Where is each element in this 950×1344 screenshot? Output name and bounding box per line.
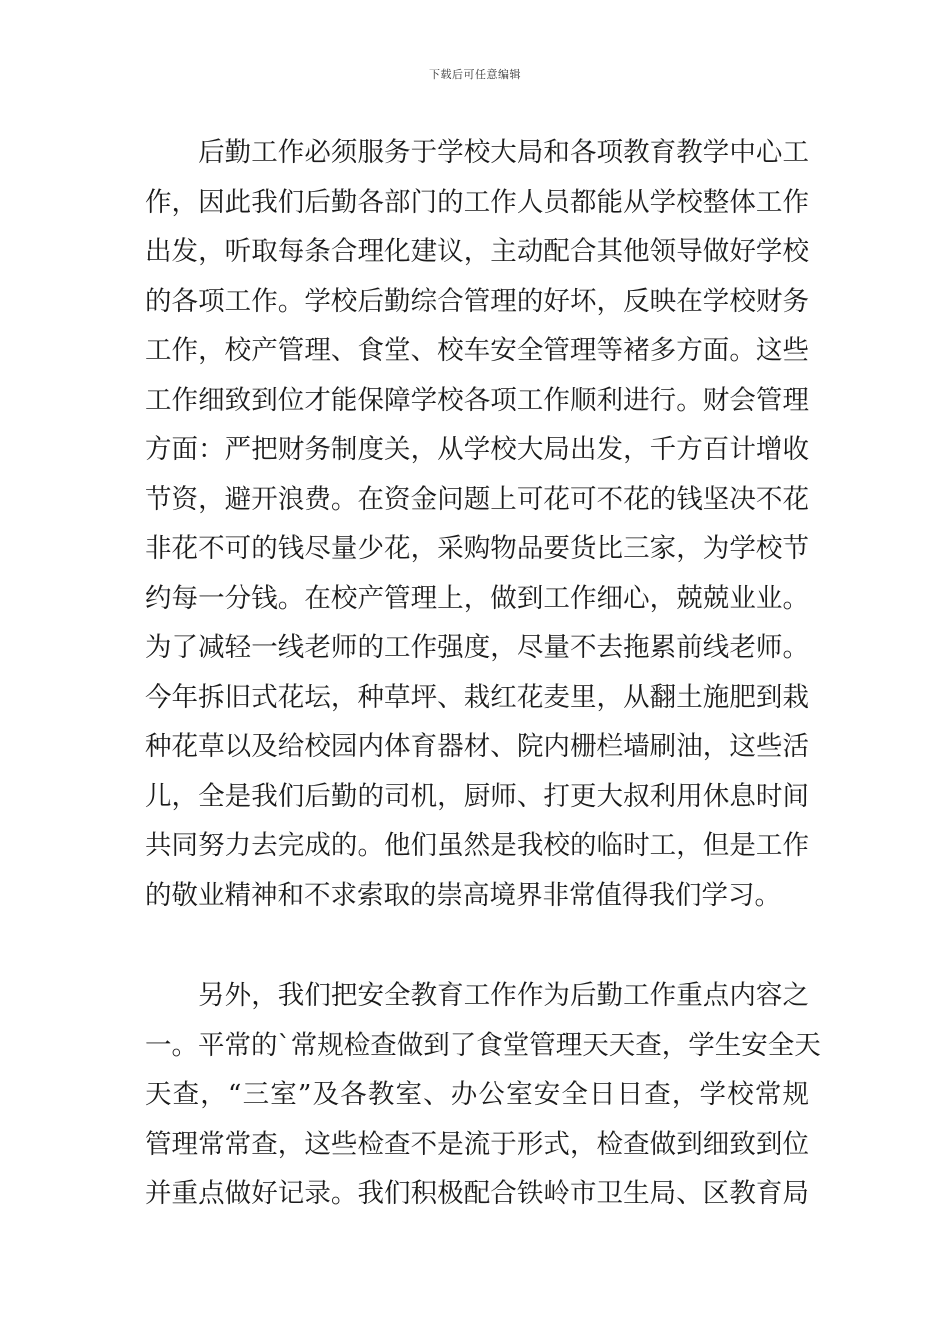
text-line: 的各项工作。学校后勤综合管理的好坏，反映在学校财务 <box>145 285 809 317</box>
text-line: 工作细致到位才能保障学校各项工作顺利进行。财会管理 <box>145 384 809 416</box>
text-line: 作，因此我们后勤各部门的工作人员都能从学校整体工作 <box>145 186 809 218</box>
text-line: 共同努力去完成的。他们虽然是我校的临时工，但是工作 <box>145 830 809 861</box>
text-line: 今年拆旧式花坛，种草坪、栽红花麦里，从翻土施肥到栽 <box>145 681 809 713</box>
text-line: 天查，“三室”及各教室、办公室安全日日查，学校常规 <box>145 1079 809 1110</box>
text-line: 方面：严把财务制度关，从学校大局出发，千方百计增收 <box>145 434 809 465</box>
text-line: 为了减轻一线老师的工作强度，尽量不去拖累前线老师。 <box>145 632 809 663</box>
text-line: 并重点做好记录。我们积极配合铁岭市卫生局、区教育局 <box>145 1178 809 1209</box>
text-line: 一。平常的`常规检查做到了食堂管理天天查，学生安全天 <box>145 1029 821 1061</box>
paragraph-logistics-work <box>145 128 809 920</box>
text-line: 约每一分钱。在校产管理上，做到工作细心，兢兢业业。 <box>145 582 809 614</box>
text-line: 节资，避开浪费。在资金问题上可花可不花的钱坚决不花 <box>145 483 809 515</box>
text-line: 的敬业精神和不求索取的崇高境界非常值得我们学习。 <box>145 879 781 911</box>
text-line: 管理常常查，这些检查不是流于形式，检查做到细致到位 <box>145 1128 809 1160</box>
download-note: 下载后可任意编辑 <box>429 68 521 81</box>
text-line: 儿，全是我们后勤的司机，厨师、打更大叔利用休息时间 <box>145 780 809 812</box>
text-line: 出发，听取每条合理化建议，主动配合其他领导做好学校 <box>145 236 809 267</box>
paragraph-safety-education <box>145 971 821 1219</box>
text-line: 工作，校产管理、食堂、校车安全管理等褚多方面。这些 <box>145 335 809 366</box>
text-line: 种花草以及给校园内体育器材、院内栅栏墙刷油，这些活 <box>145 731 809 762</box>
text-line: 后勤工作必须服务于学校大局和各项教育教学中心工 <box>145 137 809 168</box>
text-line: 非花不可的钱尽量少花，采购物品要货比三家，为学校节 <box>145 533 809 564</box>
text-line: 另外，我们把安全教育工作作为后勤工作重点内容之 <box>145 980 809 1011</box>
